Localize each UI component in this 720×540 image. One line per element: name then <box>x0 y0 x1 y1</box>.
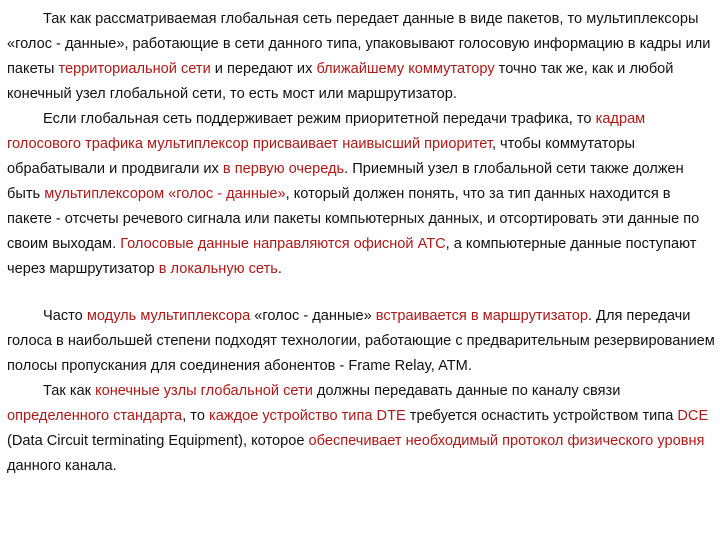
p2-term-local-network: в локальную сеть <box>158 261 278 277</box>
p1-seg-0: Так как рассматриваемая глобальная сеть передает данные в виде пакетов, то мультиплексоры «голос - данные», работающие в сети данного типа, упаковывают голосовую информацию в кадры или пакеты <box>7 11 711 77</box>
p2-term-first-place: в первую очередь <box>222 161 345 177</box>
paragraph-gap <box>7 282 715 304</box>
p1-seg-4: точно так же, как и любой конечный узел глобальной сети, то есть мост или маршрутизатор. <box>7 61 674 102</box>
p1-seg-2: и передают их <box>210 61 317 77</box>
p1-term-territorial-network: территориальной сети <box>58 61 211 77</box>
p4-term-certain-standard: определенного стандарта <box>7 408 183 424</box>
p1-term-nearest-switch: ближайшему коммутатору <box>316 61 495 77</box>
p3-seg-2: «голос - данные» <box>250 308 376 324</box>
p3-term-built-into-router: встраивается в маршрутизатор <box>375 308 588 324</box>
p4-term-dce: DCE <box>677 408 709 424</box>
paragraph-4 <box>7 379 715 479</box>
p4-seg-0: Так как <box>43 383 96 399</box>
paragraph-2 <box>7 107 715 282</box>
p3-seg-0: Часто <box>43 308 87 324</box>
p2-seg-0: Если глобальная сеть поддерживает режим приоритетной передачи трафика, то <box>43 111 596 127</box>
p4-seg-10: данного канала. <box>7 458 117 474</box>
p2-term-highest-priority: кадрам голосового трафика мультиплексор присваивает наивысший приоритет <box>7 111 646 152</box>
p2-term-voice-data-mux: мультиплексором «голос - данные» <box>44 186 286 202</box>
p2-seg-6: , который должен понять, что за тип данных находится в пакете - отсчеты речевого сигнала или пакеты компьютерных данных, и отсортировать эти данные по своим выходам. <box>7 186 700 252</box>
p2-seg-4: . Приемный узел в глобальной сети также должен быть <box>7 161 684 202</box>
p4-seg-6: требуется оснастить устройством типа <box>405 408 678 424</box>
p4-seg-2: должны передавать данные по каналу связи <box>312 383 621 399</box>
p4-term-end-nodes: конечные узлы глобальной сети <box>95 383 313 399</box>
document-page <box>7 7 715 479</box>
p2-seg-10: . <box>277 261 282 277</box>
p4-seg-8: (Data Circuit terminating Equipment), которое <box>7 433 309 449</box>
p4-term-physical-protocol: обеспечивает необходимый протокол физического уровня <box>308 433 705 449</box>
p3-seg-4: . Для передачи голоса в наибольшей степени подходят технологии, работающие с предварительным резервированием полосы пропускания для соединения абонентов - Frame Relay, ATM. <box>7 308 715 374</box>
p2-term-office-pbx: Голосовые данные направляются офисной АТС <box>120 236 446 252</box>
paragraph-3 <box>7 304 715 379</box>
p2-seg-8: , а компьютерные данные поступают через маршрутизатор <box>7 236 697 277</box>
paragraph-1 <box>7 7 715 107</box>
p2-seg-2: , чтобы коммутаторы обрабатывали и продвигали их <box>7 136 635 177</box>
p3-term-mux-module: модуль мультиплексора <box>86 308 251 324</box>
p4-seg-4: , то <box>182 408 209 424</box>
p4-term-each-dte: каждое устройство типа DTE <box>209 408 406 424</box>
